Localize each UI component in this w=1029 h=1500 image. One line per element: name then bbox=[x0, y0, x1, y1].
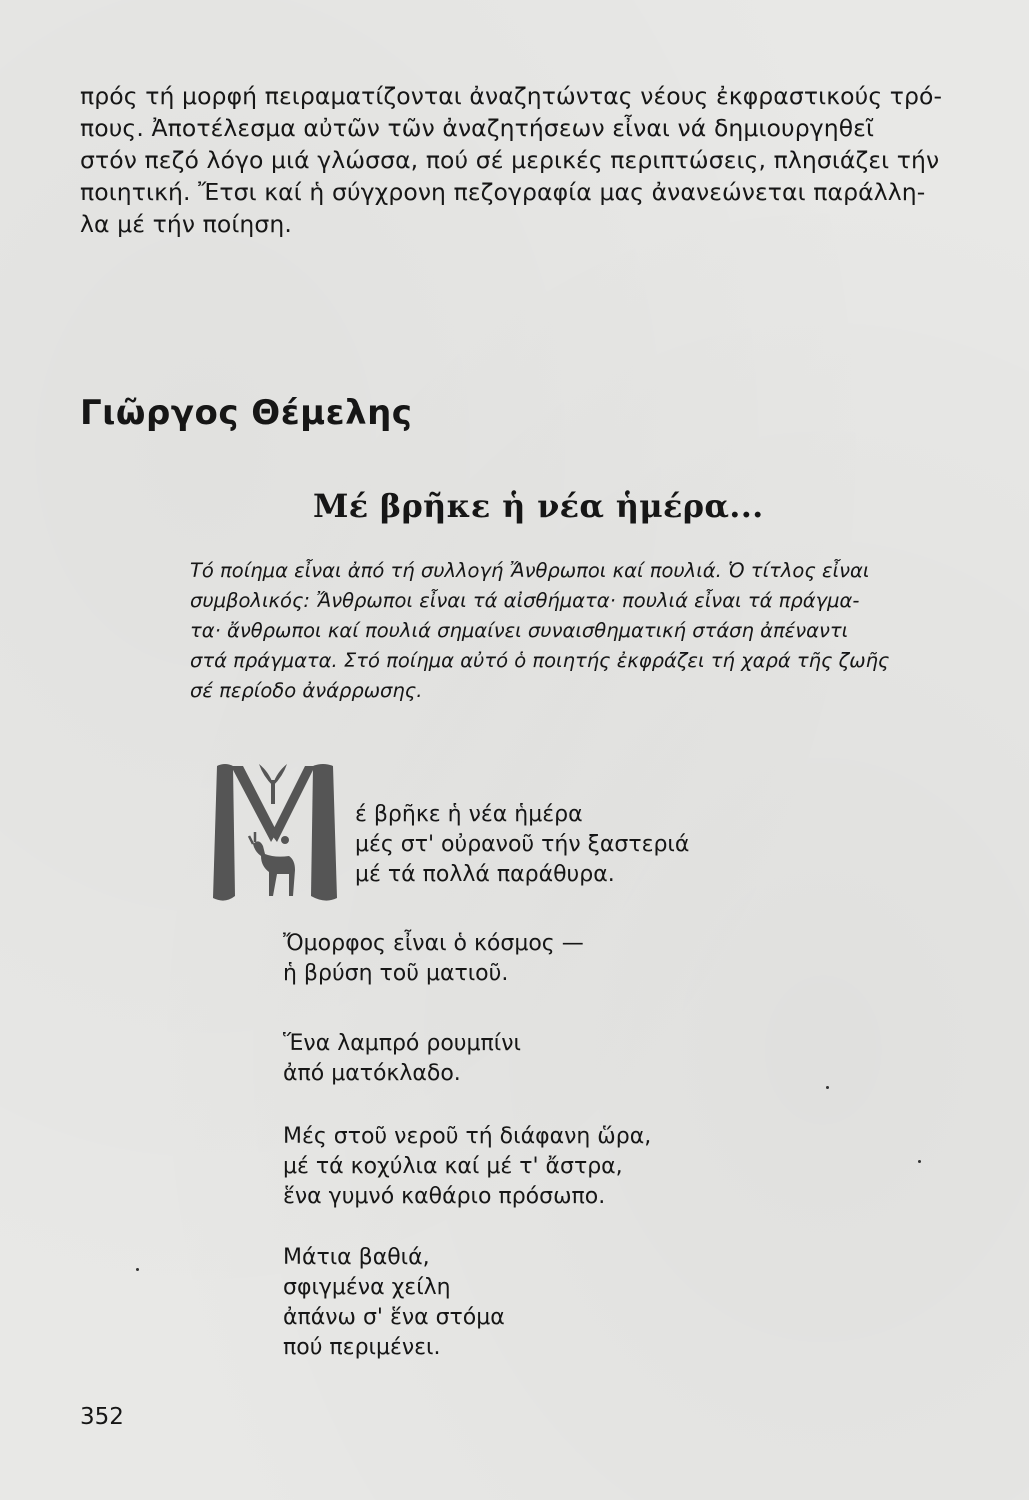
poem-line: Μές στοῦ νεροῦ τή διάφανη ὥρα, bbox=[283, 1124, 652, 1149]
poem-line: μέ τά κοχύλια καί μέ τ' ἄστρα, bbox=[283, 1154, 623, 1179]
poem-line: ἀπάνω σ' ἕνα στόμα bbox=[283, 1305, 505, 1330]
paper-speck bbox=[826, 1086, 829, 1089]
intro-line: στόν πεζό λόγο μιά γλώσσα, πού σέ μερικές περιπτώσεις, πλησιάζει τήν bbox=[80, 146, 940, 174]
poem-line: μές στ' οὐρανοῦ τήν ξαστεριά bbox=[355, 832, 690, 857]
intro-line: λα μέ τήν ποίηση. bbox=[80, 210, 292, 238]
poem-line: σφιγμένα χείλη bbox=[283, 1275, 451, 1300]
author-heading: Γιῶργος Θέμελης bbox=[80, 393, 413, 433]
poem-stanza-1 bbox=[355, 800, 689, 890]
note-line: συμβολικός: Ἄνθρωποι εἶναι τά αἰσθήματα· πουλιά εἶναι τά πράγμα- bbox=[190, 589, 860, 612]
poem-stanza-2 bbox=[283, 929, 584, 989]
poem-line: πού περιμένει. bbox=[283, 1335, 441, 1360]
drop-cap-m-icon bbox=[203, 758, 348, 906]
poem-line: μέ τά πολλά παράθυρα. bbox=[355, 862, 615, 887]
poem-line: Μάτια βαθιά, bbox=[283, 1245, 430, 1270]
poem-line: Ἕνα λαμπρό ρουμπίνι bbox=[283, 1031, 521, 1056]
intro-line: ποιητική. Ἔτσι καί ἡ σύγχρονη πεζογραφία μας ἀνανεώνεται παράλλη- bbox=[80, 178, 926, 206]
poem-introductory-note bbox=[190, 556, 950, 706]
poem-stanza-3 bbox=[283, 1029, 521, 1089]
paper-speck bbox=[918, 1160, 921, 1163]
poem-line: ἕνα γυμνό καθάριο πρόσωπο. bbox=[283, 1184, 606, 1209]
drop-cap-illustration bbox=[203, 758, 348, 906]
poem-line: Ὄμορφος εἶναι ὁ κόσμος — bbox=[283, 931, 584, 956]
poem-title: Μέ βρῆκε ἡ νέα ἡμέρα... bbox=[313, 487, 764, 525]
poem-line: έ βρῆκε ἡ νέα ἡμέρα bbox=[355, 802, 583, 827]
poem-stanza-4 bbox=[283, 1122, 651, 1212]
note-line: Τό ποίημα εἶναι ἀπό τή συλλογή Ἄνθρωποι καί πουλιά. Ὁ τίτλος εἶναι bbox=[190, 559, 870, 582]
poem-line: ἡ βρύση τοῦ ματιοῦ. bbox=[283, 961, 509, 986]
intro-paragraph bbox=[80, 80, 946, 240]
poem-line: ἀπό ματόκλαδο. bbox=[283, 1061, 461, 1086]
intro-line: πρός τή μορφή πειραματίζονται ἀναζητώντας νέους ἐκφραστικούς τρό- bbox=[80, 82, 943, 110]
page-number: 352 bbox=[80, 1404, 124, 1430]
intro-line: πους. Ἀποτέλεσμα αὐτῶν τῶν ἀναζητήσεων εἶναι νά δημιουργηθεῖ bbox=[80, 114, 875, 142]
poem-stanza-5 bbox=[283, 1243, 505, 1363]
paper-speck bbox=[136, 1268, 139, 1271]
note-line: τα· ἄνθρωποι καί πουλιά σημαίνει συναισθηματική στάση ἀπέναντι bbox=[190, 619, 849, 642]
note-line: σέ περίοδο ἀνάρρωσης. bbox=[190, 679, 423, 702]
note-line: στά πράγματα. Στό ποίημα αὐτό ὁ ποιητής ἐκφράζει τή χαρά τῆς ζωῆς bbox=[190, 649, 890, 672]
